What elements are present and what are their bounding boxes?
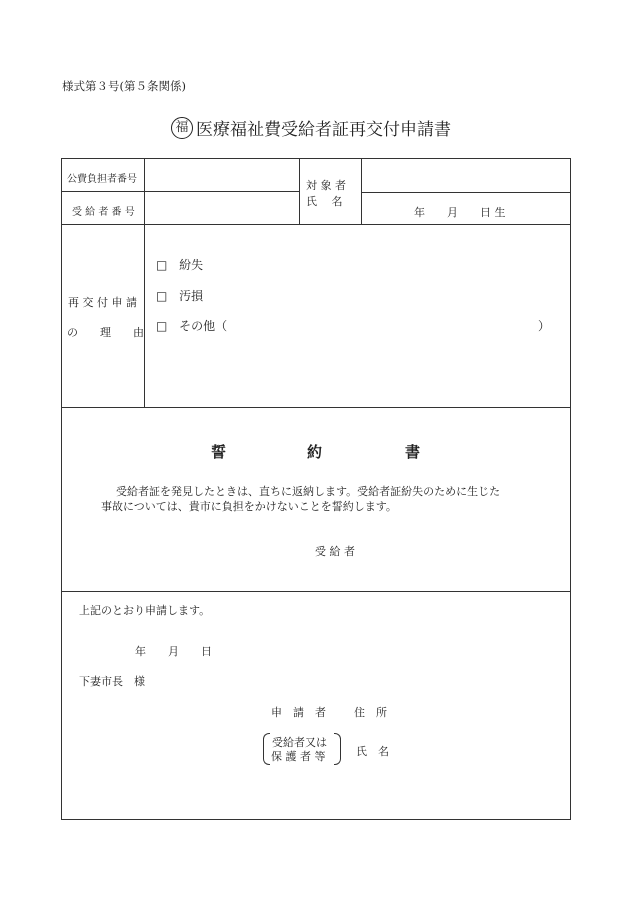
birth-date-label[interactable]: 年 月 日 生	[414, 206, 506, 219]
column-divider	[361, 158, 362, 224]
right-bracket	[334, 733, 341, 765]
address-label: 住 所	[354, 706, 387, 719]
form-number: 様式第３号(第５条関係)	[62, 79, 186, 93]
addressee: 下妻市長 様	[79, 675, 145, 688]
bracket-line-1: 受給者又は	[272, 736, 327, 749]
column-divider	[144, 158, 145, 407]
public-number-label: 公費負担者番号	[67, 174, 137, 185]
pledge-text-line-2: 事故については、貴市に負担をかけないことを誓約します。	[101, 500, 397, 513]
application-date-label[interactable]: 年 月 日	[135, 645, 212, 658]
pledge-title-char-3: 書	[405, 443, 421, 461]
application-statement: 上記のとおり申請します。	[79, 604, 211, 617]
recipient-number-label: 受 給 者 番 号	[72, 207, 135, 218]
reason-label-2: の 理 由	[67, 326, 144, 339]
left-bracket	[263, 733, 270, 765]
reason-other-close: ）	[538, 319, 551, 333]
reason-other-field[interactable]	[232, 315, 532, 333]
name-label: 氏 名	[356, 745, 389, 758]
row-divider	[61, 224, 571, 225]
row-divider	[361, 192, 571, 193]
target-person-name-label: 氏 名	[306, 195, 343, 208]
name-field[interactable]	[392, 739, 562, 759]
fukushi-circle-mark: 福	[171, 117, 193, 139]
reason-other-option[interactable]	[156, 317, 227, 334]
row-divider	[61, 191, 299, 192]
pledge-title-char-1: 誓	[211, 443, 227, 461]
pledge-text-line-1: 受給者証を発見したときは、直ちに返納します。受給者証紛失のために生じた	[116, 485, 501, 498]
reason-damaged-label: 汚損	[179, 289, 204, 303]
reason-label: 再 交 付 申 請	[68, 296, 137, 309]
pledge-recipient-label: 受 給 者	[315, 545, 355, 558]
reason-lost-option[interactable]	[156, 256, 203, 273]
document-title	[171, 115, 451, 140]
reason-other-label: その他（	[179, 319, 228, 333]
target-person-name-field[interactable]	[363, 160, 569, 191]
target-person-label: 対 象 者	[306, 179, 346, 192]
section-divider	[61, 591, 571, 592]
reason-lost-label: 紛失	[179, 258, 204, 272]
checkbox-icon[interactable]: □	[156, 258, 168, 272]
address-field[interactable]	[392, 700, 562, 720]
recipient-number-field[interactable]	[146, 193, 298, 223]
bracket-line-2: 保 護 者 等	[271, 750, 326, 763]
checkbox-icon[interactable]: □	[156, 319, 168, 333]
reason-damaged-option[interactable]	[156, 287, 203, 304]
public-number-field[interactable]	[146, 160, 298, 190]
recipient-or-guardian-bracket	[263, 733, 341, 765]
applicant-label: 申 請 者	[271, 706, 326, 719]
column-divider	[299, 158, 300, 224]
section-divider	[61, 407, 571, 408]
checkbox-icon[interactable]: □	[156, 289, 168, 303]
title-text: 医療福祉費受給者証再交付申請書	[196, 120, 451, 140]
pledge-title-char-2: 約	[307, 443, 323, 461]
